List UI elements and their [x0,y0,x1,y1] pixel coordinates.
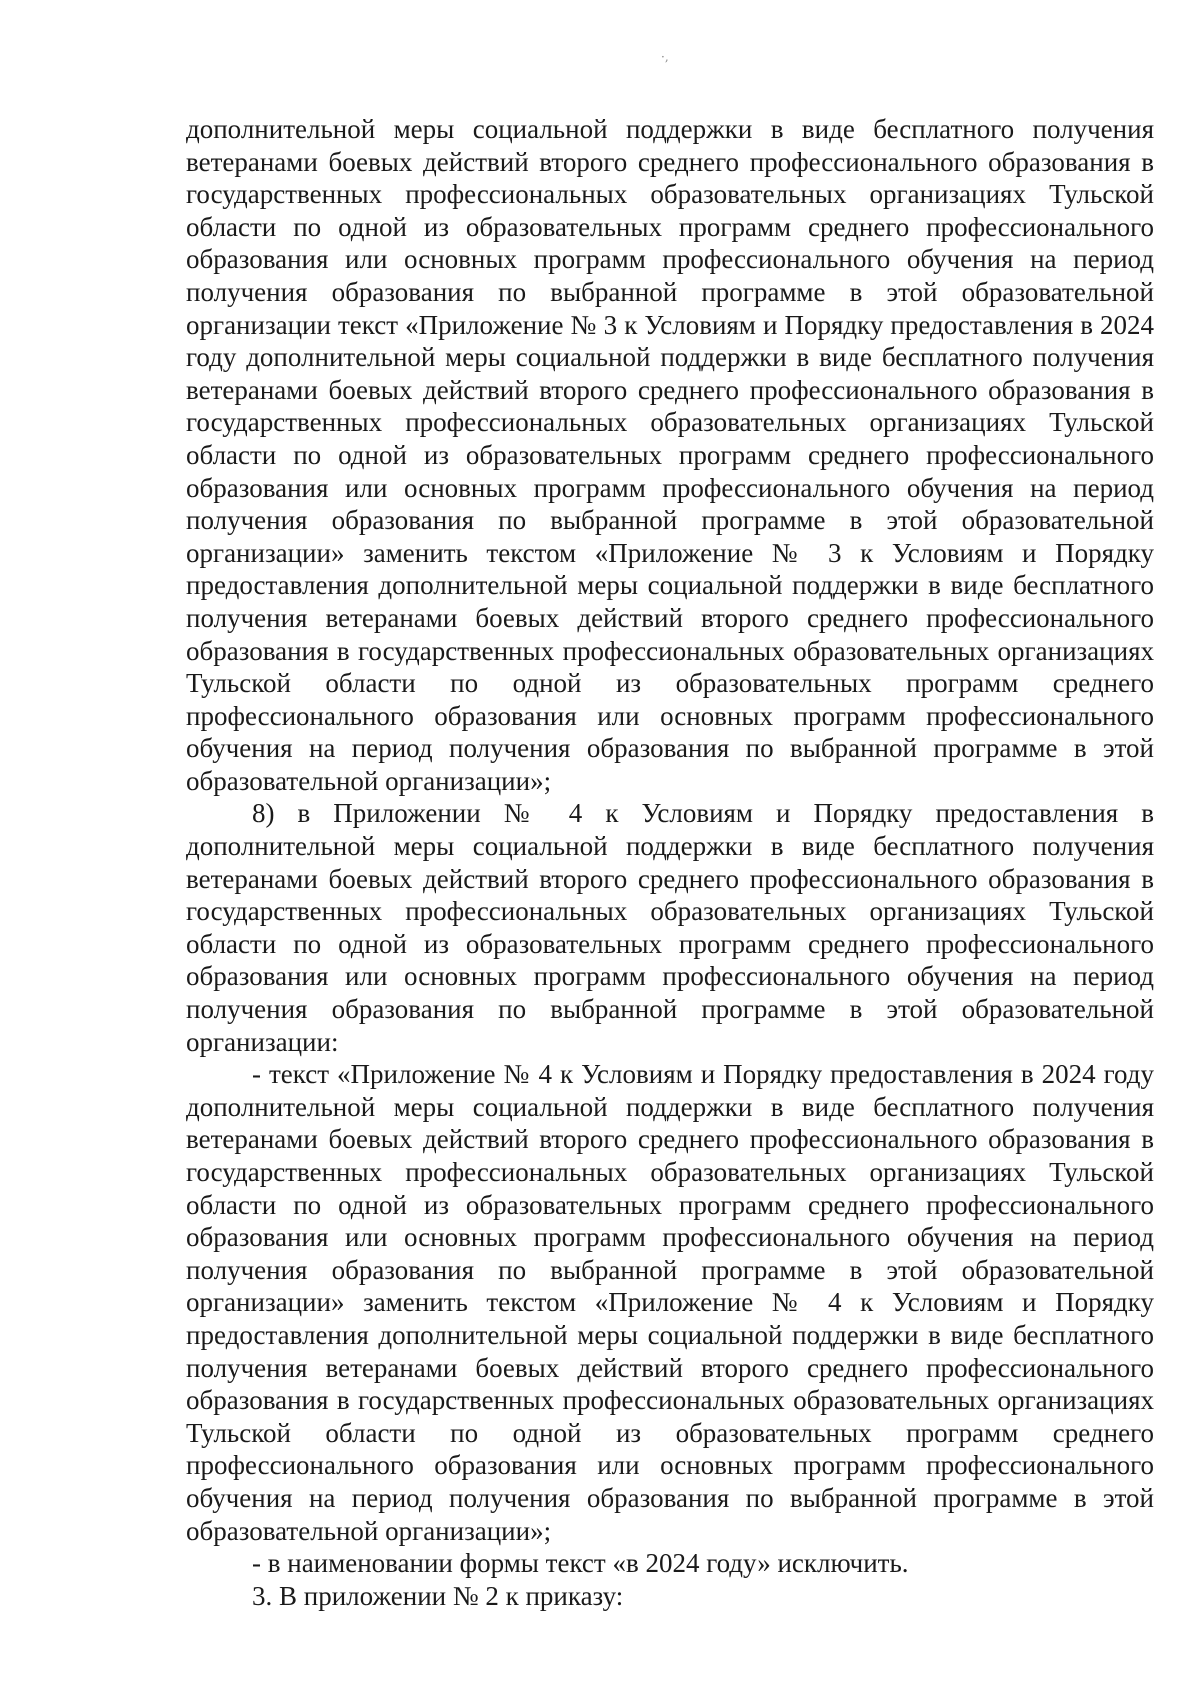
document-body [186,113,1154,1612]
paragraph-item-8: 8) в Приложении № 4 к Условиям и Порядку предоставления в дополнительной меры социальной поддержки в виде бесплатного получения ветеранами боевых действий второго среднего профессионального образования в государственных профессиональных образовательных организациях Тульской области по одной из образовательных программ среднего профессионального образования или основных программ профессионального обучения на период получения образования по выбранной программе в этой образовательной организации: [186,798,1154,1057]
paragraph-continuation: дополнительной меры социальной поддержки в виде бесплатного получения ветеранами боевых действий второго среднего профессионального образования в государственных профессиональных образовательных организациях Тульской области по одной из образовательных программ среднего профессионального образования или основных программ профессионального обучения на период получения образования по выбранной программе в этой образовательной организации текст «Приложение № 3 к Условиям и Порядку предоставления в 2024 году дополнительной меры социальной поддержки в виде бесплатного получения ветеранами боевых действий второго среднего профессионального образования в государственных профессиональных образовательных организациях Тульской области по одной из образовательных программ среднего профессионального образования или основных программ профессионального обучения на период получения образования по выбранной программе в этой образовательной организации» заменить текстом «Приложение № 3 к Условиям и Порядку предоставления дополнительной меры социальной поддержки в виде бесплатного получения ветеранами боевых действий второго среднего профессионального образования в государственных профессиональных образовательных организациях Тульской области по одной из образовательных программ среднего профессионального образования или основных программ профессионального обучения на период получения образования по выбранной программе в этой образовательной организации»; [186,114,1154,796]
paragraph-dash-form-name: - в наименовании формы текст «в 2024 году» исключить. [252,1548,909,1579]
page-mark: ·, [661,50,669,64]
paragraph-section-3: 3. В приложении № 2 к приказу: [252,1580,624,1611]
paragraph-dash-replace-text: - текст «Приложение № 4 к Условиям и Порядку предоставления в 2024 году дополнительной меры социальной поддержки в виде бесплатного получения ветеранами боевых действий второго среднего профессионального образования в государственных профессиональных образовательных организациях Тульской области по одной из образовательных программ среднего профессионального образования или основных программ профессионального обучения на период получения образования по выбранной программе в этой образовательной организации» заменить текстом «Приложение № 4 к Условиям и Порядку предоставления дополнительной меры социальной поддержки в виде бесплатного получения ветеранами боевых действий второго среднего профессионального образования в государственных профессиональных образовательных организациях Тульской области по одной из образовательных программ среднего профессионального образования или основных программ профессионального обучения на период получения образования по выбранной программе в этой образовательной организации»; [186,1059,1154,1546]
